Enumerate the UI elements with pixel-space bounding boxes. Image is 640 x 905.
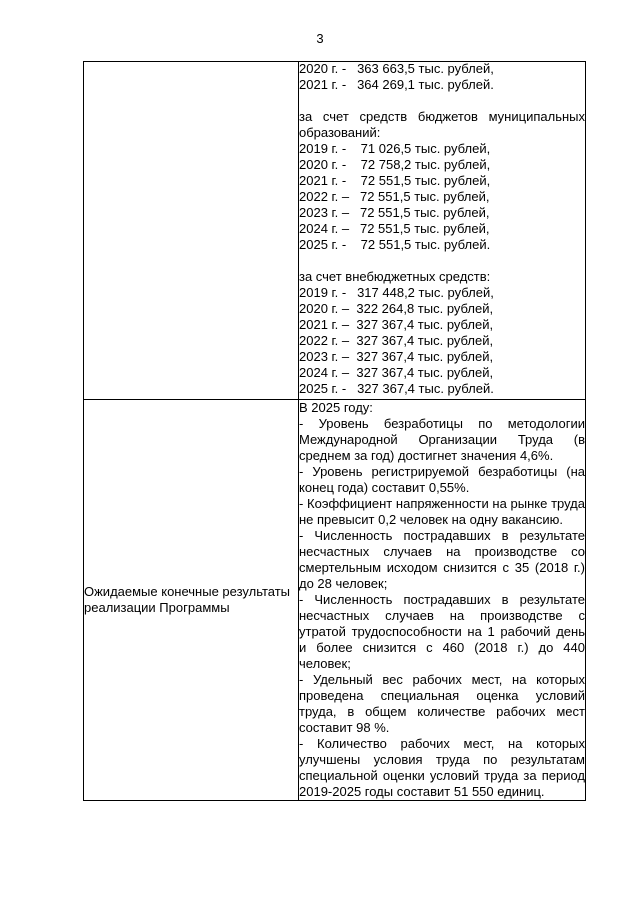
extrabudget-funding-line: 2022 г. – 327 367,4 тыс. рублей, (299, 333, 494, 348)
municipal-funding-heading: за счет средств бюджетов муниципальных образований: (299, 109, 585, 140)
result-item: - Уровень регистрируемой безработицы (на конец года) составит 0,55%. (299, 464, 585, 495)
municipal-funding-line: 2020 г. - 72 758,2 тыс. рублей, (299, 157, 491, 172)
extrabudget-funding-line: 2020 г. – 322 264,8 тыс. рублей, (299, 301, 494, 316)
spacer (299, 253, 585, 269)
result-item: - Количество рабочих мест, на которых улучшены условия труда по результатам специальной оценки условий труда за период 2019-2025 годы составит 51 550 единиц. (299, 736, 585, 799)
results-details-cell (299, 400, 586, 801)
results-label-cell (84, 400, 299, 801)
results-year-heading: В 2025 году: (299, 400, 373, 415)
page-number: 3 (316, 31, 324, 46)
spacer (299, 93, 585, 109)
extrabudget-funding-line: 2021 г. – 327 367,4 тыс. рублей, (299, 317, 494, 332)
funding-line: 2020 г. - 363 663,5 тыс. рублей, (299, 61, 494, 76)
extrabudget-funding-line: 2023 г. – 327 367,4 тыс. рублей, (299, 349, 494, 364)
funding-line: 2021 г. - 364 269,1 тыс. рублей. (299, 77, 494, 92)
result-item: - Удельный вес рабочих мест, на которых проведена специальная оценка условий труда, в общем количестве рабочих мест составит 98 %. (299, 672, 585, 735)
municipal-funding-line: 2022 г. – 72 551,5 тыс. рублей, (299, 189, 490, 204)
result-item: - Численность пострадавших в результате несчастных случаев на производстве с утратой трудоспособности на 1 рабочий день и более снизится с 460 (2018 г.) до 440 человек; (299, 592, 585, 671)
result-item: - Коэффициент напряженности на рынке труда не превысит 0,2 человек на одну вакансию. (299, 496, 585, 527)
municipal-funding-line: 2024 г. – 72 551,5 тыс. рублей, (299, 221, 490, 236)
results-row (84, 400, 586, 801)
funding-label-cell (84, 62, 299, 400)
municipal-funding-line: 2019 г. - 71 026,5 тыс. рублей, (299, 141, 491, 156)
extrabudget-funding-line: 2025 г. - 327 367,4 тыс. рублей. (299, 381, 494, 396)
municipal-funding-line: 2025 г. - 72 551,5 тыс. рублей. (299, 237, 491, 252)
program-passport-table (83, 61, 586, 801)
funding-details-cell (299, 62, 586, 400)
results-label: Ожидаемые конечные результаты реализации Программы (84, 584, 291, 615)
funding-row (84, 62, 586, 400)
municipal-funding-line: 2021 г. - 72 551,5 тыс. рублей, (299, 173, 491, 188)
extrabudget-funding-line: 2019 г. - 317 448,2 тыс. рублей, (299, 285, 494, 300)
municipal-funding-line: 2023 г. – 72 551,5 тыс. рублей, (299, 205, 490, 220)
result-item: - Уровень безработицы по методологии Международной Организации Труда (в среднем за год) достигнет значения 4,6%. (299, 416, 585, 463)
extrabudget-funding-heading: за счет внебюджетных средств: (299, 269, 491, 284)
extrabudget-funding-line: 2024 г. – 327 367,4 тыс. рублей, (299, 365, 494, 380)
result-item: - Численность пострадавших в результате несчастных случаев на производстве со смертельным исходом снизится с 35 (2018 г.) до 28 человек; (299, 528, 585, 591)
